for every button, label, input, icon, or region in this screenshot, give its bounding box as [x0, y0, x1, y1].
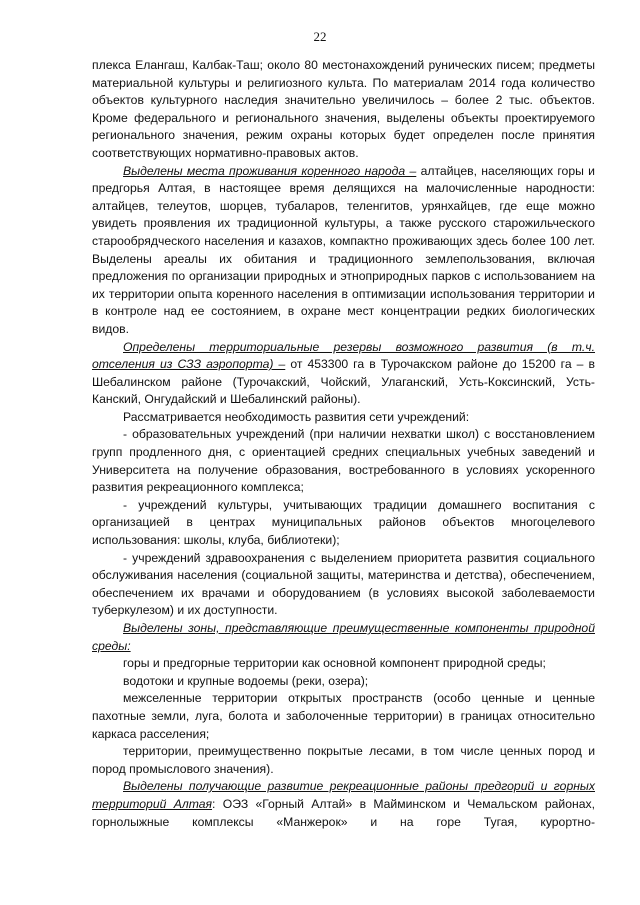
list-item-open-spaces	[92, 690, 595, 743]
paragraph-text: - образовательных учреждений (при наличии нехватки школ) с восстановлением групп продленного дня, с ориентацией средних специальных учебных заведений и Университета на получение образования, востребованного в условиях ускоренного развития рекреационного комплекса;	[92, 427, 595, 495]
paragraph-nature-zones	[92, 620, 595, 655]
paragraph-1	[92, 57, 595, 163]
list-item-education	[92, 426, 595, 496]
paragraph-indigenous-areas	[92, 163, 595, 339]
paragraph-text: от 453300 га в Турочакском районе до 15200 га – в Шебалинском районе (Турочакский, Чойский, Улаганский, Усть-Коксинский, Усть-Канский, Онгудайский и Шебалинский районы).	[92, 357, 595, 407]
paragraph-text: территории, преимущественно покрытые лесами, в том числе ценных пород и пород промыслового значения).	[92, 744, 595, 776]
paragraph-text: Рассматривается необходимость развития сети учреждений:	[123, 409, 470, 424]
page-number: 22	[313, 29, 327, 44]
underlined-heading: Определены территориальные резервы возможного развития (в т.ч. отселения из СЗЗ аэропорта) –	[92, 339, 595, 372]
body-text	[92, 57, 595, 831]
paragraph-text: - учреждений культуры, учитывающих традиции домашнего воспитания с организацией в центрах муниципальных районов объектов многоцелевого использования: школы, клуба, библиотеки);	[92, 497, 595, 548]
paragraph-text: алтайцев, населяющих горы и предгорья Алтая, в настоящее время делящихся на малочисленные народности: алтайцев, телеутов, шорцев, тубаларов, теленгитов, урянхайцев, где еще можно увидеть проявления их традиционной культуры, а также русского старожильческого старообрядческого населения и казахов, компактно проживающих здесь более 100 лет. Выделены ареалы их обитания и традиционного землепользования, включая предложения по организации природных и этноприродных парков с использованием на их территории опыта коренного населения в оптимизации использования территории и в контроле над ее состоянием, в охране мест концентрации редких биологических видов.	[92, 163, 595, 336]
paragraph-text: - учреждений здравоохранения с выделением приоритета развития социального обслуживания населения (социальной защиты, материнства и детства), обеспечением, обеспечением их врачами и оборудованием (в условиях высокой заболеваемости туберкулезом) и их доступности.	[92, 550, 595, 618]
list-item-waterways	[92, 673, 595, 691]
underlined-heading: Выделены места проживания коренного народа –	[123, 163, 417, 178]
list-item-forests	[92, 743, 595, 778]
list-item-mountains	[92, 655, 595, 673]
paragraph-territorial-reserves	[92, 339, 595, 409]
underlined-heading: Выделены получающие развитие рекреационные районы предгорий и горных территорий Алтая	[92, 779, 595, 811]
paragraph-text: горы и предгорные территории как основной компонент природной среды;	[123, 656, 546, 671]
list-item-culture	[92, 497, 595, 550]
underlined-heading: Выделены зоны, представляющие преимущественные компоненты природной среды:	[92, 621, 595, 653]
paragraph-text: : ОЭЗ «Горный Алтай» в Майминском и Чемальском районах, горнолыжные комплексы «Манжерок» и на горе Тугая, курортно-	[92, 796, 595, 829]
list-item-healthcare	[92, 550, 595, 620]
paragraph-text: межселенные территории открытых пространств (особо ценные и ценные пахотные земли, луга, болота и заболоченные территории) в границах относительно каркаса расселения;	[92, 691, 595, 741]
paragraph-institutions-intro	[92, 409, 595, 427]
paragraph-text: плекса Елангаш, Калбак-Таш; около 80 местонахождений рунических писем; предметы материальной культуры и религиозного культа. По материалам 2014 года количество объектов культурного наследия значительно увеличилось – более 2 тыс. объектов. Кроме федерального и регионального значения, выделены объекты проектируемого регионального значения, режим охраны которых будет определен после принятия соответствующих нормативно-правовых актов.	[92, 58, 595, 160]
paragraph-text: водотоки и крупные водоемы (реки, озера);	[123, 673, 369, 688]
paragraph-recreation-areas	[92, 778, 595, 831]
